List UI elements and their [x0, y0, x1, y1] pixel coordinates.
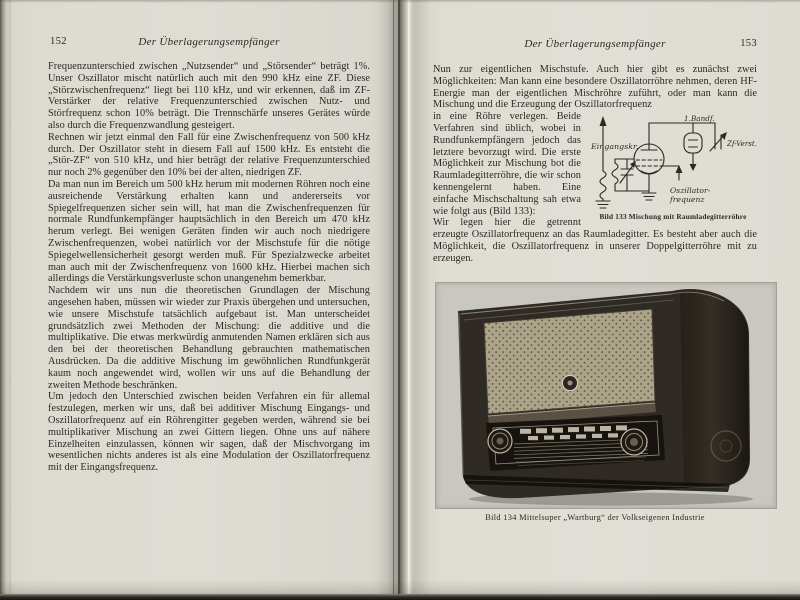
radio-wartburg-illustration [436, 283, 776, 508]
running-title-left: Der Überlagerungsempfänger [138, 36, 280, 48]
text-wrap-block [433, 111, 757, 222]
paragraph: Da man nun im Bereich um 500 kHz herum mit modernen Röhren noch eine ausreichende Verstärkung erhalten kann und andererseits vor Spiegelfrequenzen sicher sein will, hat man die Zwischenfrequenzen für normale Rundfunkempfänger hauptsächlich in den Bereich um 470 kHz herum verlegt. Bei wenigen Geräten finden wir auch noch niedrigere Zwischenfrequenzen, wobei natürlich vor der Mischstufe für die nötige Spiegelwellensicherheit gesorgt werden muß. Für Spezialzwecke arbeitet man auch mit der Zwischenfrequenz von 1600 kHz. Hierbei machen sich allerdings die Verstärkungsverluste schon unangenehm bemerkbar. [48, 178, 370, 285]
paragraph: Nachdem wir uns nun die theoretischen Grundlagen der Mischung angesehen haben, müssen wir wieder zur Praxis übergehen und untersuchen, wie unsere Mischstufe tatsächlich aufgebaut ist. Man unterscheidet grundsätzlich zwei Methoden der Mischung: die additive und die multiplikative. Die etwas merkwürdig anmutenden Namen erklären sich aus den bei der theoretischen Behandlung gebrauchten mathematischen Ausdrücken. Da die additive Mischung im gewöhnlichen Rundfunkgerät kaum noch angewendet wird, wollen wir uns auf die Behandlung der zweiten Methode beschränken. [48, 285, 370, 391]
page-number-right: 153 [740, 38, 757, 49]
page-number-left: 152 [50, 36, 67, 47]
tuning-knob-left [488, 429, 512, 453]
label-oszillatorfrequenz-1: Oszillator- [670, 186, 711, 196]
figure-133-caption: Bild 133 Mischung mit Raumladegitterröhre [599, 212, 747, 222]
label-zf-verstaerker: Zf-Verst. [727, 140, 757, 149]
left-page-body [48, 61, 370, 474]
running-title-right: Der Überlagerungsempfänger [524, 38, 666, 50]
figure-134-photo [436, 283, 776, 508]
paragraph: Frequenzunterschied zwischen „Nutzsender“ und „Störsender“ beträgt 1%. Unser Oszillator mischt natürlich auch mit den 990 kHz eine ZF. Diese „Störzwischenfrequenz“ liegt bei 110 kHz, und wir erkennen, daß im ZF-Verstärker der relative Frequenzunterschied zwischen Nutz- und Störfrequenz schon 10% beträgt. Die Trennschärfe unseres Gerätes würde also durch die Frequenzwandlung gesteigert. [48, 61, 370, 131]
page-152 [0, 0, 396, 600]
page-header-left [48, 36, 370, 48]
paragraph: Um jedoch den Unterschied zwischen beiden Verfahren ein für allemal festzulegen, merken wir uns, daß bei additiver Mischung Eingangs- und Oszillatorfrequenz auf ein Röhrengitter gegeben werden, während sie bei multiplikativer Mischung an zwei Gittern liegen. Ohne uns auf nähere Einzelheiten einzulassen, können wir sagen, daß der Mischvorgang im wesentlichen nichts anderes ist als eine Modulation der Oszillatorfrequenz mit der Eingangsfrequenz. [48, 391, 370, 474]
binding-line [398, 0, 400, 600]
label-oszillatorfrequenz-2: frequenz [670, 195, 705, 205]
paragraph: Nun zur eigentlichen Mischstufe. Auch hier gibt es zunächst zwei Möglichkeiten: Man kann eine besondere Oszillatorröhre nehmen, deren HF-Energie man der eigentlichen Mischröhre zuführt, oder man kann die Mischung und die Erzeugung der Oszillatorfrequenz [433, 64, 757, 111]
tuning-knob-right [621, 429, 647, 455]
figure-133 [589, 113, 757, 223]
antenna-arrow-icon [600, 116, 607, 126]
label-eingangskreis: Eingangskr. [591, 142, 639, 152]
paragraph: in eine Röhre verlegen. Beide Verfahren sind üblich, wobei in Rundfunkempfängern jedoch das letztere bevorzugt wird. Die erste Möglichkeit zur Mischung bot die Raumladegitterröhre, die wir schon kennengelernt haben. Eine einfache Mischschaltung sah etwa wie folgt aus (Bild 133): [433, 111, 581, 217]
label-bandfilter: 1.Bandf. [684, 114, 715, 124]
circuit-diagram-raumladegitterroehre [589, 113, 757, 209]
paragraph: Wir legen hier die getrennt erzeugte Oszillatorfrequenz an das Raumladegitter. Es besteht aber auch die Möglichkeit, die Oszillatorfrequenz in unserer Doppelgitterröhre mit zu erzeugen. [433, 217, 757, 264]
page-header-right [433, 38, 757, 50]
figure-134-caption: Bild 134 Mittelsuper „Wartburg“ der Volkseigenen Industrie [485, 513, 705, 522]
paragraph: Rechnen wir jetzt einmal den Fall für eine Zwischenfrequenz von 500 kHz durch. Der Oszillator steht in diesem Fall auf 1500 kHz. Es entsteht die „Stör-ZF“ von 510 kHz, und hier beträgt der relative Frequenzunterschied nur noch 2% gegenüber den 10% bei der alten, niedrigen ZF. [48, 131, 370, 179]
page-153 [404, 0, 800, 600]
right-page-body [433, 64, 757, 265]
